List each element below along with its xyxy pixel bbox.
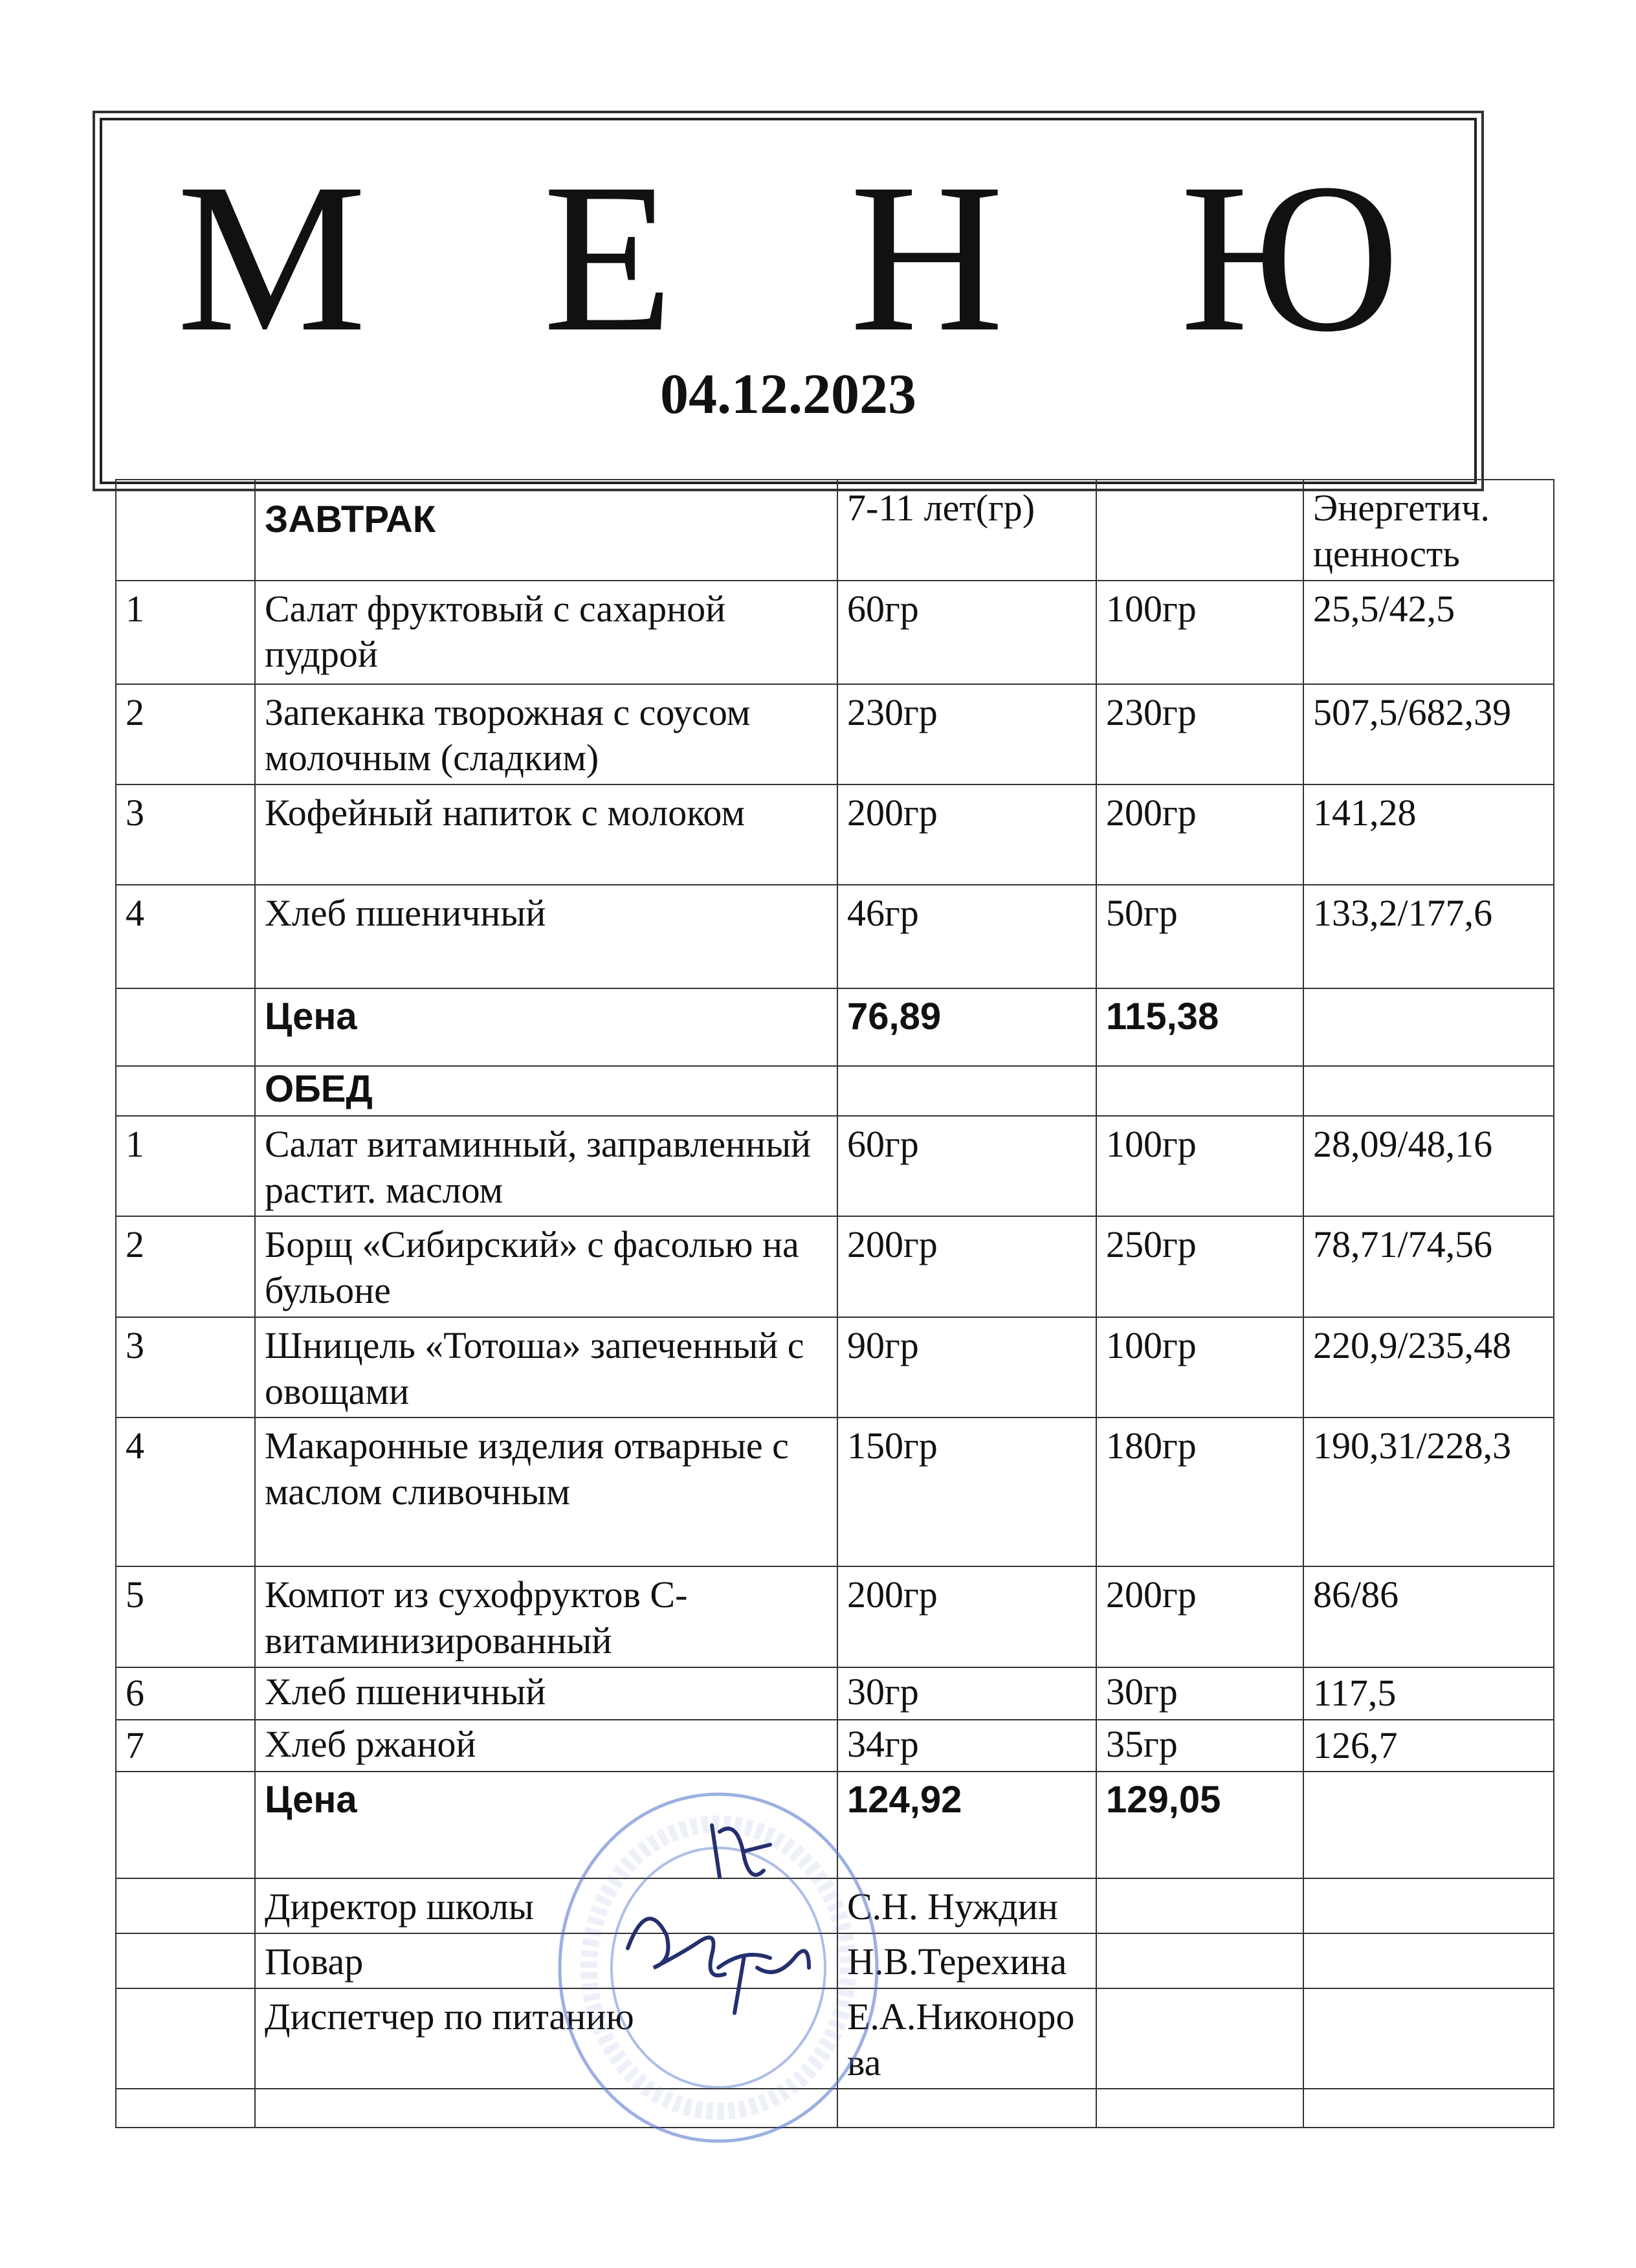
portion-2: 100гр [1096, 1317, 1303, 1418]
dish-name: Салат фруктовый с сахарной пудрой [255, 581, 837, 684]
energy-value: 133,2/177,6 [1303, 885, 1554, 988]
energy-value: 507,5/682,39 [1303, 684, 1554, 785]
portion-2: 230гр [1096, 684, 1303, 785]
table-row [116, 784, 1554, 885]
row-number: 2 [116, 684, 255, 785]
energy-value: 126,7 [1303, 1720, 1554, 1772]
row-number: 4 [116, 885, 255, 988]
row-number: 6 [116, 1667, 255, 1720]
school-stamp-icon [550, 1786, 887, 2149]
dish-name: Хлеб ржаной [255, 1720, 837, 1772]
portion-2: 200гр [1096, 1566, 1303, 1667]
row-number: 1 [116, 1116, 255, 1217]
table-row [116, 581, 1554, 684]
signature-name: Е.А.Никонорова [837, 1988, 1096, 2089]
table-row [116, 684, 1554, 785]
energy-value: 117,5 [1303, 1667, 1554, 1720]
price-value-1: 76,89 [837, 988, 1096, 1066]
portion-1: 200гр [837, 1216, 1096, 1317]
section-label-breakfast: ЗАВТРАК [255, 480, 837, 581]
dish-name: Хлеб пшеничный [255, 1667, 837, 1720]
price-value-1: 124,92 [837, 1772, 1096, 1878]
portion-1: 200гр [837, 784, 1096, 885]
signature-name: С.Н. Нуждин [837, 1878, 1096, 1933]
portion-1: 60гр [837, 1116, 1096, 1217]
price-value-2: 115,38 [1096, 988, 1303, 1066]
row-number: 4 [116, 1418, 255, 1566]
table-row [116, 1720, 1554, 1772]
column-header-energy: Энергетич. ценность [1303, 480, 1554, 581]
portion-1: 90гр [837, 1317, 1096, 1418]
portion-2: 180гр [1096, 1418, 1303, 1566]
table-row [116, 885, 1554, 988]
dish-name: Компот из сухофруктов С-витаминизированный [255, 1566, 837, 1667]
breakfast-header-row [116, 480, 1554, 581]
dish-name: Макаронные изделия отварные с маслом сливочным [255, 1418, 837, 1566]
price-label: Цена [255, 1772, 837, 1878]
portion-2: 50гр [1096, 885, 1303, 988]
portion-1: 230гр [837, 684, 1096, 785]
energy-value: 220,9/235,48 [1303, 1317, 1554, 1418]
row-number: 3 [116, 1317, 255, 1418]
dish-name: Шницель «Тотоша» запеченный с овощами [255, 1317, 837, 1418]
breakfast-price-row [116, 988, 1554, 1066]
energy-value: 141,28 [1303, 784, 1554, 885]
table-row [116, 1216, 1554, 1317]
dish-name: Салат витаминный, заправленный растит. маслом [255, 1116, 837, 1217]
portion-1: 60гр [837, 581, 1096, 684]
page-title: М Е Н Ю [177, 140, 1461, 376]
portion-2: 250гр [1096, 1216, 1303, 1317]
portion-1: 46гр [837, 885, 1096, 988]
dish-name: Хлеб пшеничный [255, 885, 837, 988]
portion-2: 100гр [1096, 581, 1303, 684]
menu-date: 04.12.2023 [660, 363, 916, 426]
dish-name: Кофейный напиток с молоком [255, 784, 837, 885]
menu-title-box [100, 118, 1477, 484]
row-number: 1 [116, 581, 255, 684]
row-number: 3 [116, 784, 255, 885]
table-row [116, 1667, 1554, 1720]
dish-name: Борщ «Сибирский» с фасолью на бульоне [255, 1216, 837, 1317]
row-number: 2 [116, 1216, 255, 1317]
energy-value: 28,09/48,16 [1303, 1116, 1554, 1217]
portion-2: 30гр [1096, 1667, 1303, 1720]
portion-1: 150гр [837, 1418, 1096, 1566]
energy-value: 190,31/228,3 [1303, 1418, 1554, 1566]
table-row [116, 1566, 1554, 1667]
portion-2: 100гр [1096, 1116, 1303, 1217]
row-number: 7 [116, 1720, 255, 1772]
portion-2: 200гр [1096, 784, 1303, 885]
signature-scribbles-icon [628, 1825, 809, 2013]
energy-value: 86/86 [1303, 1566, 1554, 1667]
signature-role: Повар [255, 1933, 837, 1988]
energy-value: 78,71/74,56 [1303, 1216, 1554, 1317]
table-row [116, 1116, 1554, 1217]
price-value-2: 129,05 [1096, 1772, 1303, 1878]
row-number: 5 [116, 1566, 255, 1667]
dish-name: Запеканка творожная с соусом молочным (сладким) [255, 684, 837, 785]
table-row [116, 1418, 1554, 1566]
price-label: Цена [255, 988, 837, 1066]
signature-name: Н.В.Терехина [837, 1933, 1096, 1988]
portion-2: 35гр [1096, 1720, 1303, 1772]
table-row [116, 1317, 1554, 1418]
section-label-lunch: ОБЕД [255, 1066, 837, 1116]
lunch-header-row [116, 1066, 1554, 1116]
energy-value: 25,5/42,5 [1303, 581, 1554, 684]
signature-role: Диспетчер по питанию [255, 1988, 837, 2089]
portion-1: 200гр [837, 1566, 1096, 1667]
signature-role: Директор школы [255, 1878, 837, 1933]
portion-1: 34гр [837, 1720, 1096, 1772]
column-header-age: 7-11 лет(гр) [837, 480, 1096, 581]
portion-1: 30гр [837, 1667, 1096, 1720]
